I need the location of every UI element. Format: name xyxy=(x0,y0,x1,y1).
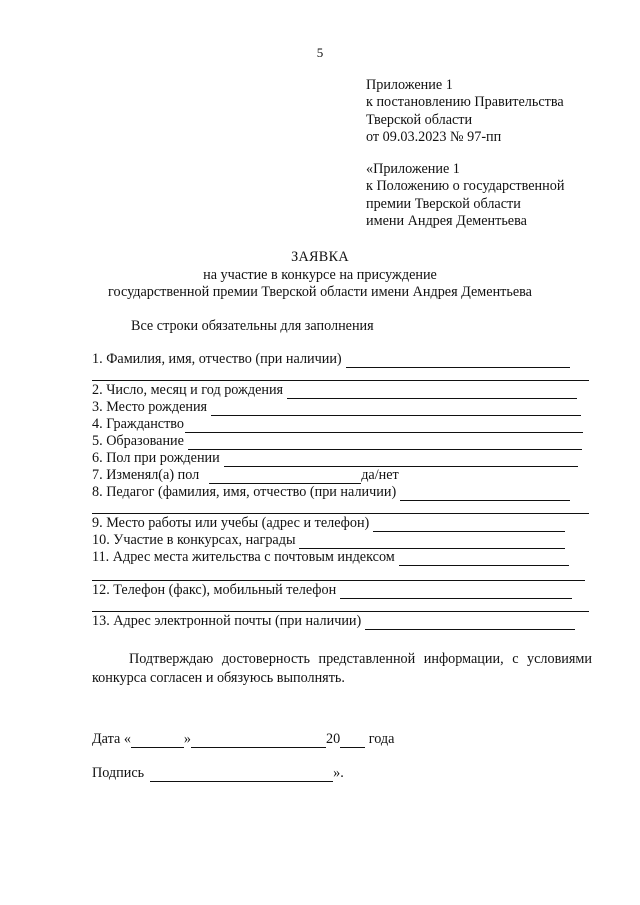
signature-suffix: ». xyxy=(333,765,344,781)
annex-header xyxy=(366,77,564,146)
document-title-block xyxy=(0,249,640,302)
date-year-prefix: 20 xyxy=(326,731,341,747)
annex-inner-line: премии Тверской области xyxy=(366,195,521,212)
education-input-line[interactable] xyxy=(188,436,582,450)
annex-inner-line: «Приложение 1 xyxy=(366,161,460,177)
field-email xyxy=(92,613,575,630)
home-address-input-line[interactable] xyxy=(399,552,569,566)
field-label: 2. Число, месяц и год рождения xyxy=(92,382,284,398)
email-input-line[interactable] xyxy=(365,616,575,630)
date-year-input-line[interactable] xyxy=(340,734,365,748)
field-label: 8. Педагог (фамилия, имя, отчество (при наличии) xyxy=(92,484,397,500)
field-label: 9. Место работы или учебы (адрес и телефон) xyxy=(92,515,370,531)
date-day-input-line[interactable] xyxy=(131,734,184,748)
document-subtitle-line: на участие в конкурсе на присуждение xyxy=(203,266,437,283)
field-label: 7. Изменял(а) пол xyxy=(92,467,200,483)
annex-line: к постановлению Правительства xyxy=(366,94,564,111)
document-subtitle-line: государственной премии Тверской области имени Андрея Дементьева xyxy=(108,284,532,300)
required-note: Все строки обязательны для заполнения xyxy=(131,318,374,334)
signature-input-line[interactable] xyxy=(150,768,333,782)
phone-input-line[interactable] xyxy=(340,585,572,599)
field-label: 4. Гражданство xyxy=(92,416,184,432)
field-birth-place xyxy=(92,399,581,416)
workplace-input-line[interactable] xyxy=(373,518,565,532)
date-mid: » xyxy=(183,731,192,747)
full-name-input-line[interactable] xyxy=(346,354,570,368)
field-label: 1. Фамилия, имя, отчество (при наличии) xyxy=(92,351,342,367)
field-workplace xyxy=(92,515,565,532)
date-suffix: года xyxy=(365,731,395,747)
full-name-continuation-line[interactable] xyxy=(92,380,589,381)
annex-inner-line: имени Андрея Дементьева xyxy=(366,212,527,229)
field-sex-at-birth xyxy=(92,450,578,467)
field-label: 3. Место рождения xyxy=(92,399,208,415)
annex-inner-line: к Положению о государственной xyxy=(366,178,565,195)
field-teacher xyxy=(92,484,570,501)
field-label: 5. Образование xyxy=(92,433,184,449)
citizenship-input-line[interactable] xyxy=(185,419,583,433)
date-label: Дата « xyxy=(92,731,131,747)
confirmation-statement xyxy=(92,650,592,688)
field-sex-change xyxy=(92,467,399,484)
field-label: 6. Пол при рождении xyxy=(92,450,220,466)
teacher-continuation-line[interactable] xyxy=(92,513,589,514)
annex-inner-header xyxy=(366,161,564,230)
confirmation-text: Подтверждаю достоверность представленной информации, с условиями конкурса согласен и обязуюсь выполнять. xyxy=(92,651,592,686)
annex-line: от 09.03.2023 № 97-пп xyxy=(366,128,502,145)
annex-line: Приложение 1 xyxy=(366,77,453,93)
field-full-name xyxy=(92,351,570,368)
field-label: 12. Телефон (факс), мобильный телефон xyxy=(92,582,337,598)
field-label: 11. Адрес места жительства с почтовым индексом xyxy=(92,549,395,565)
home-address-continuation-line[interactable] xyxy=(92,580,585,581)
field-birth-date xyxy=(92,382,577,399)
signature-label: Подпись xyxy=(92,765,145,781)
teacher-input-line[interactable] xyxy=(400,487,570,501)
page-number: 5 xyxy=(316,45,324,60)
annex-line: Тверской области xyxy=(366,111,473,128)
awards-input-line[interactable] xyxy=(299,535,565,549)
phone-continuation-line[interactable] xyxy=(92,611,589,612)
document-title: ЗАЯВКА xyxy=(291,249,349,265)
field-citizenship xyxy=(92,416,583,433)
field-education xyxy=(92,433,582,450)
sex-at-birth-input-line[interactable] xyxy=(224,453,578,467)
signature-line xyxy=(92,765,344,782)
field-label: 10. Участие в конкурсах, награды xyxy=(92,532,296,548)
birth-place-input-line[interactable] xyxy=(211,402,581,416)
field-phone xyxy=(92,582,572,599)
field-label: 13. Адрес электронной почты (при наличии) xyxy=(92,613,362,629)
birth-date-input-line[interactable] xyxy=(287,385,577,399)
date-month-input-line[interactable] xyxy=(191,734,326,748)
field-home-address xyxy=(92,549,569,566)
sex-change-options: да/нет xyxy=(361,467,399,483)
date-line xyxy=(92,731,394,748)
field-awards xyxy=(92,532,565,549)
sex-change-input-line[interactable] xyxy=(209,470,361,484)
